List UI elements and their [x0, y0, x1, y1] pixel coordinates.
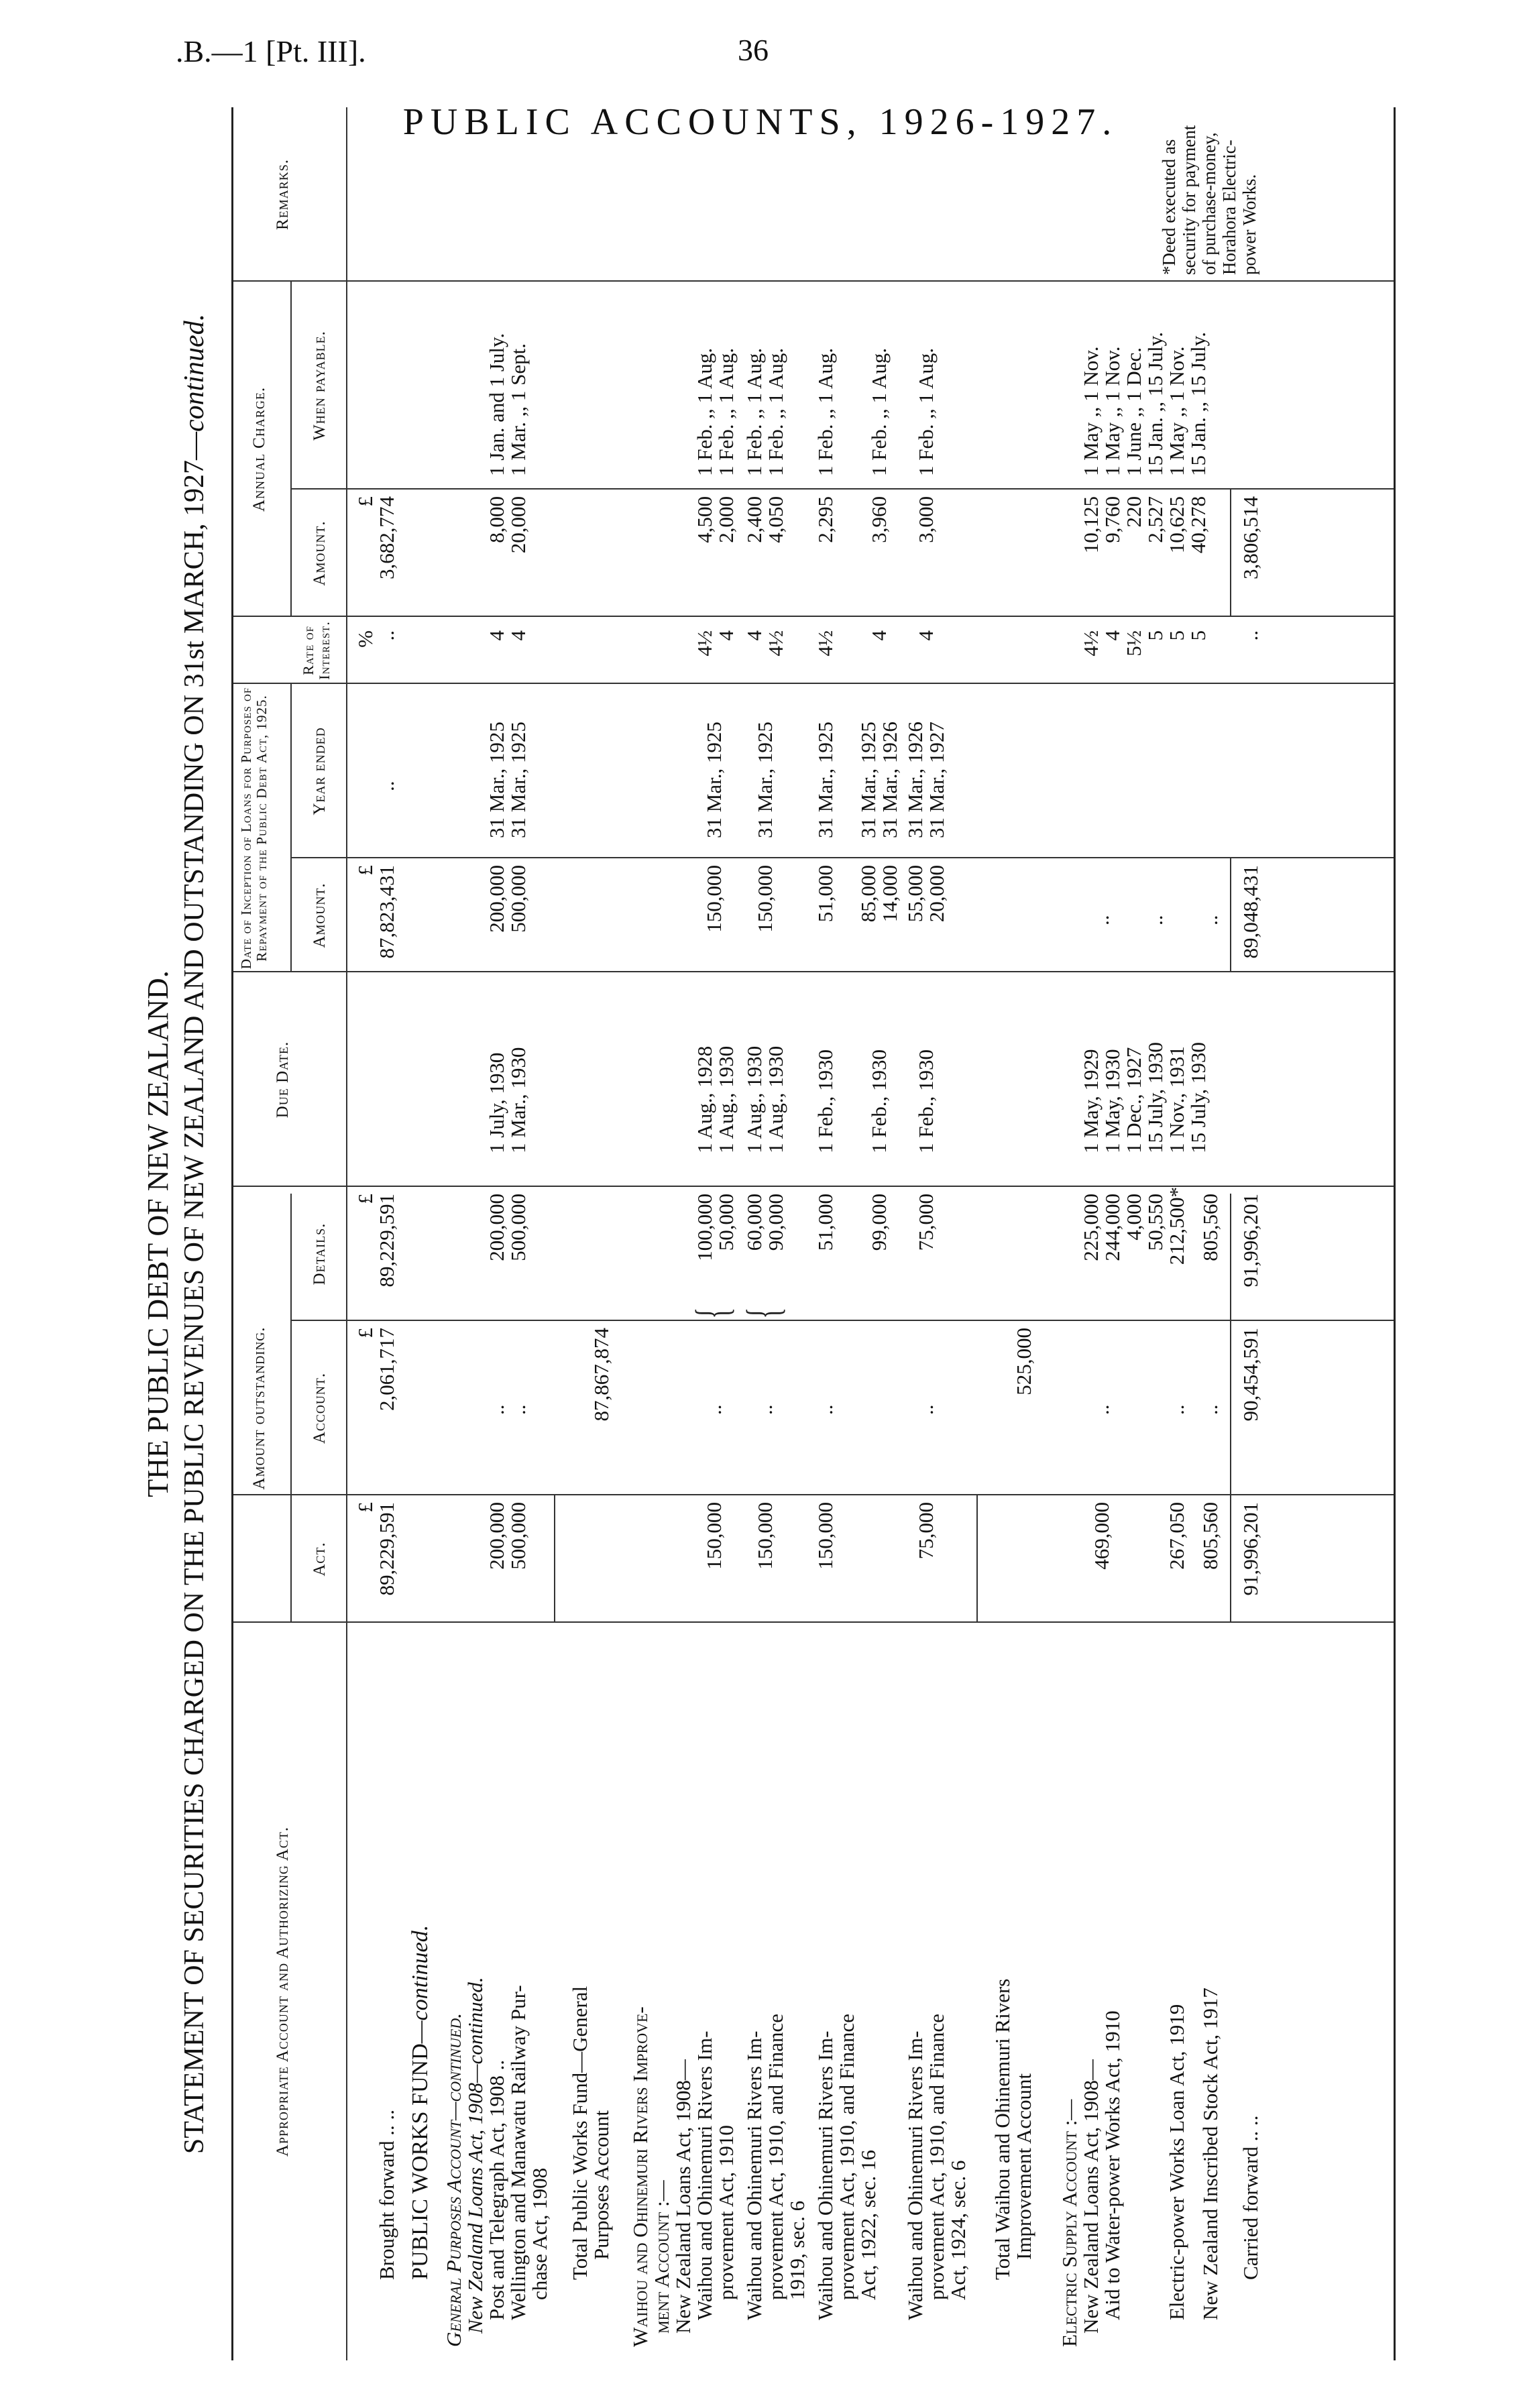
total-waihou-label-2: Improvement Account: [1012, 2073, 1035, 2260]
header-line: [290, 684, 292, 972]
statement-title: [178, 107, 211, 2360]
total-gpa-account: 87,867,874: [589, 1328, 613, 1422]
w1-due-b: 1 Aug., 1930: [714, 1045, 738, 1153]
w1-charge-a: 4,500: [693, 496, 716, 543]
general-purposes-heading: General Purposes Account—continued.: [442, 2013, 465, 2347]
w1-when-b: 1 Feb. ,, 1 Aug.: [714, 347, 738, 476]
post-telegraph-charge: 8,000: [485, 496, 508, 543]
epw-charge-b: 2,527: [1143, 496, 1167, 543]
epw-due-b: 15 July, 1930: [1143, 1042, 1167, 1153]
w2-details-b: 90,000: [764, 1194, 787, 1251]
electric-supply-heading: Electric Supply Account :—: [1058, 2099, 1081, 2347]
epw-rate-a: 5½: [1122, 630, 1145, 656]
w3-rate-b: 4: [867, 630, 891, 641]
col-header-amount-outstanding: Amount outstanding.: [250, 1326, 268, 1490]
wellington-label-2: chase Act, 1908: [528, 2167, 551, 2300]
epw-details-a: 4,000: [1122, 1194, 1145, 1241]
epw-details-c: 212,500*: [1165, 1187, 1188, 1265]
w2-label-2: provement Act, 1910, and Finance: [764, 2013, 787, 2300]
brought-forward-inception: 87,823,431: [375, 865, 398, 959]
waihou-nz-loans-act: New Zealand Loans Act, 1908—: [671, 2059, 695, 2334]
w1-details-b: 50,000: [714, 1194, 738, 1251]
post-telegraph-year: 31 Mar., 1925: [485, 722, 508, 838]
post-telegraph-account: ..: [485, 1404, 508, 1415]
col-divider: [290, 1320, 1394, 1321]
aid-inception: ..: [1090, 915, 1113, 925]
nzis-inception: ..: [1198, 915, 1222, 925]
aid-account: ..: [1090, 1404, 1113, 1415]
w2-when-a: 1 Feb. ,, 1 Aug.: [742, 347, 766, 476]
post-telegraph-details: 200,000: [485, 1194, 508, 1261]
unit-pound: £: [353, 1194, 377, 1204]
aid-details-a: 225,000: [1079, 1194, 1103, 1261]
w1-label-1: Waihou and Ohinemuri Rivers Im-: [693, 2030, 716, 2320]
w2-when-b: 1 Feb. ,, 1 Aug.: [764, 347, 787, 476]
aid-when-b: 1 May ,, 1 Nov.: [1101, 346, 1124, 476]
epw-inception: ..: [1143, 915, 1167, 925]
w3-act: 150,000: [813, 1502, 837, 1570]
epw-due-a: 1 Dec., 1927: [1122, 1047, 1145, 1153]
nzis-rate: 5: [1186, 630, 1210, 641]
w2-due-b: 1 Aug., 1930: [764, 1045, 787, 1153]
w1-label-2: provement Act, 1910: [714, 2125, 738, 2300]
w2-charge-b: 4,050: [764, 496, 787, 543]
wellington-label-1: Wellington and Manawatu Railway Pur-: [506, 1985, 530, 2320]
col-divider: [233, 616, 1394, 617]
brace: {: [687, 1307, 738, 1319]
w1-rate-b: 4: [714, 630, 738, 641]
epw-when-b: 15 Jan. ,, 15 July.: [1143, 332, 1167, 476]
header-line: [290, 282, 292, 617]
nzis-details: 805,560: [1198, 1194, 1222, 1261]
carried-forward-rate: ..: [1239, 630, 1262, 641]
w3-label-1: Waihou and Ohinemuri Rivers Im-: [813, 2030, 837, 2320]
nzis-label: New Zealand Inscribed Stock Act, 1917: [1198, 1988, 1222, 2320]
w1-charge-b: 2,000: [714, 496, 738, 543]
col-divider: [290, 488, 1394, 490]
col-header-annual-charge: Annual Charge.: [250, 386, 268, 512]
w1-details-a: 100,000: [693, 1194, 716, 1261]
w4-details: 75,000: [914, 1194, 938, 1251]
total-line: [1230, 858, 1231, 972]
w1-rate-a: 4½: [693, 630, 716, 656]
w4-label-3: Act, 1924, sec. 6: [946, 2160, 970, 2300]
epw-act: 267,050: [1165, 1502, 1188, 1570]
carried-forward-account: 90,454,591: [1239, 1328, 1262, 1422]
post-telegraph-inception: 200,000: [485, 865, 508, 933]
col-header-due-date: Due Date.: [274, 1041, 292, 1119]
w1-act: 150,000: [702, 1502, 726, 1570]
subtotal-line: [554, 1495, 555, 1623]
w3-inception-a: 51,000: [813, 865, 837, 923]
rotated-table-page: [141, 107, 1469, 2360]
brought-forward-year: ..: [375, 781, 398, 791]
unit-pound: £: [353, 1328, 377, 1338]
pwf-heading-continued: continued.: [408, 1925, 433, 2021]
col-divider: [290, 857, 1394, 858]
unit-pound: £: [353, 496, 377, 507]
w3-rate: 4½: [813, 630, 837, 656]
wellington-act: 500,000: [506, 1502, 530, 1570]
w3-account: ..: [813, 1404, 837, 1415]
w2-rate-b: 4½: [764, 630, 787, 656]
w3-due: 1 Feb., 1930: [813, 1049, 837, 1153]
nzis-due: 15 July, 1930: [1186, 1042, 1210, 1153]
w1-when-a: 1 Feb. ,, 1 Aug.: [693, 347, 716, 476]
aid-details-b: 244,000: [1101, 1194, 1124, 1261]
w2-inception: 150,000: [753, 865, 777, 933]
w4-due: 1 Feb., 1930: [914, 1049, 938, 1153]
brace: {: [738, 1307, 789, 1319]
epw-rate-c: 5: [1165, 630, 1188, 641]
wellington-due: 1 Mar., 1930: [506, 1047, 530, 1153]
nzis-when: 15 Jan. ,, 15 July.: [1186, 332, 1210, 476]
w1-year: 31 Mar., 1925: [702, 722, 726, 838]
subtotal-line: [976, 1495, 978, 1623]
total-gpa-label-2: Purposes Account: [589, 2110, 613, 2260]
carried-forward-charge: 3,806,514: [1239, 496, 1262, 579]
carried-forward-details: 91,996,201: [1239, 1194, 1262, 1287]
w2-label-1: Waihou and Ohinemuri Rivers Im-: [742, 2030, 766, 2320]
unit-percent: %: [353, 630, 377, 648]
w2-act: 150,000: [753, 1502, 777, 1570]
nzis-account: ..: [1198, 1404, 1222, 1415]
col-header-inception: Date of Inception of Loans for Purposes of Repayment of the Public Debt Act, 1925.: [238, 687, 270, 970]
col-header-inception-amount: Amount.: [311, 882, 329, 948]
brought-forward-act: 89,229,591: [375, 1502, 398, 1596]
w3-label-3: Act, 1922, sec. 16: [856, 2150, 880, 2300]
statement-title-continued: continued.: [179, 313, 210, 432]
epw-when-a: 1 June ,, 1 Dec.: [1122, 347, 1145, 476]
aid-label: Aid to Water-power Works Act, 1910: [1101, 2010, 1124, 2320]
w4-year-b: 31 Mar., 1927: [925, 722, 948, 838]
w3-label-2: provement Act, 1910, and Finance: [835, 2013, 858, 2300]
col-header-act-amount: Act.: [311, 1542, 329, 1576]
brought-forward-label: Brought forward .. ..: [375, 2110, 398, 2280]
aid-rate-b: 4: [1101, 630, 1124, 641]
nz-loans-act-1908: New Zealand Loans Act, 1908—continued.: [463, 1977, 487, 2334]
col-header-rate: Rate of Interest.: [300, 621, 333, 680]
wellington-charge: 20,000: [506, 496, 530, 554]
col-divider: [233, 280, 1394, 282]
unit-pound: £: [353, 1502, 377, 1513]
w2-details-a: 60,000: [742, 1194, 766, 1251]
wellington-inception: 500,000: [506, 865, 530, 933]
col-divider: [233, 1494, 1394, 1495]
aid-when-a: 1 May ,, 1 Nov.: [1079, 346, 1103, 476]
wellington-rate: 4: [506, 630, 530, 641]
col-divider: [233, 683, 1394, 684]
aid-rate-a: 4½: [1079, 630, 1103, 656]
post-telegraph-act: 200,000: [485, 1502, 508, 1570]
esa-nz-loans-act: New Zealand Loans Act, 1908—: [1079, 2059, 1103, 2334]
epw-details-b: 50,550: [1143, 1194, 1167, 1251]
w3-year-a: 31 Mar., 1925: [813, 722, 837, 838]
total-line: [1230, 490, 1231, 617]
w2-year: 31 Mar., 1925: [753, 722, 777, 838]
total-line: [1230, 1194, 1231, 1623]
w4-inception-b: 20,000: [925, 865, 948, 923]
main-title: THE PUBLIC DEBT OF NEW ZEALAND.: [142, 970, 174, 1497]
w2-charge-a: 2,400: [742, 496, 766, 543]
w3-charge: 2,295: [813, 496, 837, 543]
debt-table: [231, 107, 1396, 2360]
col-header-charge-amount: Amount.: [311, 520, 329, 586]
carried-forward-act: 91,996,201: [1239, 1502, 1262, 1596]
aid-due-b: 1 May, 1930: [1101, 1049, 1124, 1153]
w3-year-b: 31 Mar., 1925: [856, 722, 880, 838]
brought-forward-charge: 3,682,774: [375, 496, 398, 579]
aid-act: 469,000: [1090, 1502, 1113, 1570]
col-divider: [233, 971, 1394, 972]
w3-details: 51,000: [813, 1194, 837, 1251]
w3-charge-b: 3,960: [867, 496, 891, 543]
nzis-charge: 40,278: [1186, 496, 1210, 554]
wellington-details: 500,000: [506, 1194, 530, 1261]
running-title: PUBLIC ACCOUNTS, 1926-1927.: [402, 101, 1119, 143]
waihou-heading-1: Waihou and Ohinemuri Rivers Improve-: [628, 2006, 652, 2347]
w4-inception-a: 55,000: [903, 865, 927, 923]
col-header-year-ended: Year ended: [311, 727, 329, 815]
unit-pound: £: [353, 865, 377, 876]
total-gpa-label-1: Total Public Works Fund—General: [568, 1986, 592, 2280]
header-line: [346, 107, 347, 2360]
public-works-fund-heading: [409, 1925, 432, 2280]
w4-label-1: Waihou and Ohinemuri Rivers Im-: [903, 2030, 927, 2320]
epw-when-c: 1 May ,, 1 Nov.: [1165, 346, 1188, 476]
total-waihou-label-1: Total Waihou and Ohinemuri Rivers: [991, 1978, 1014, 2280]
wellington-when: 1 Mar. ,, 1 Sept.: [506, 343, 530, 476]
w4-charge: 3,000: [914, 496, 938, 543]
w2-account: ..: [753, 1404, 777, 1415]
post-telegraph-due: 1 July, 1930: [485, 1052, 508, 1153]
post-telegraph-rate: 4: [485, 630, 508, 641]
aid-due-a: 1 May, 1929: [1079, 1049, 1103, 1153]
w2-due-a: 1 Aug., 1930: [742, 1045, 766, 1153]
w3-when: 1 Feb. ,, 1 Aug.: [813, 347, 837, 476]
col-divider: [233, 1186, 1394, 1187]
w4-rate: 4: [914, 630, 938, 641]
brought-forward-rate: ..: [375, 630, 398, 641]
wellington-account: ..: [506, 1404, 530, 1415]
post-telegraph-when: 1 Jan. and 1 July.: [485, 333, 508, 476]
col-header-remarks: Remarks.: [274, 159, 292, 230]
w1-due-a: 1 Aug., 1928: [693, 1045, 716, 1153]
epw-due-c: 1 Nov., 1931: [1165, 1046, 1188, 1153]
col-header-when-payable: When payable.: [311, 331, 329, 441]
col-header-details: Details.: [311, 1222, 329, 1285]
epw-charge-c: 10,625: [1165, 496, 1188, 554]
w3-when-b: 1 Feb. ,, 1 Aug.: [867, 347, 891, 476]
epw-account: ..: [1165, 1404, 1188, 1415]
col-header-act: Appropriate Account and Authorizing Act.: [274, 1826, 292, 2157]
epw-rate-b: 5: [1143, 630, 1167, 641]
brought-forward-account: 2,061,717: [375, 1328, 398, 1411]
epw-label: Electric-power Works Loan Act, 1919: [1165, 2004, 1188, 2320]
w4-account: ..: [914, 1404, 938, 1415]
page-number: 36: [738, 33, 769, 67]
w4-label-2: provement Act, 1910, and Finance: [925, 2013, 948, 2300]
epw-charge-a: 220: [1122, 496, 1145, 528]
post-telegraph-label: Post and Telegraph Act, 1908 ..: [485, 2059, 508, 2320]
total-waihou-account: 525,000: [1012, 1328, 1035, 1395]
w1-account: ..: [702, 1404, 726, 1415]
aid-charge-a: 10,125: [1079, 496, 1103, 554]
brought-forward-details: 89,229,591: [375, 1194, 398, 1287]
w3-inception-c: 14,000: [878, 865, 901, 923]
page-reference: .B.—1 [Pt. III].: [176, 34, 366, 68]
carried-forward-label: Carried forward .. ..: [1239, 2115, 1262, 2280]
wellington-year: 31 Mar., 1925: [506, 722, 530, 838]
w4-when: 1 Feb. ,, 1 Aug.: [914, 347, 938, 476]
w4-year-a: 31 Mar., 1926: [903, 722, 927, 838]
header-line: [290, 1194, 292, 1623]
w4-act: 75,000: [914, 1502, 938, 1560]
w3-due-b: 1 Feb., 1930: [867, 1049, 891, 1153]
w2-rate-a: 4: [742, 630, 766, 641]
w1-inception: 150,000: [702, 865, 726, 933]
nzis-act: 805,560: [1198, 1502, 1222, 1570]
pwf-heading-text: PUBLIC WORKS FUND—: [408, 2020, 433, 2280]
statement-title-text: STATEMENT OF SECURITIES CHARGED ON THE PUBLIC REVENUES OF NEW ZEALAND AND OUTSTANDING ON 31st MARCH, 1927—: [179, 431, 210, 2155]
w3-details-b: 99,000: [867, 1194, 891, 1251]
waihou-heading-2: ment Account :—: [650, 2180, 673, 2334]
col-header-account: Account.: [311, 1372, 329, 1444]
aid-charge-b: 9,760: [1101, 496, 1124, 543]
remarks-note: *Deed executed as security for payment of purchase-money, Horahora Electric-power Works.: [1159, 125, 1259, 275]
carried-forward-inception: 89,048,431: [1239, 865, 1262, 959]
w2-label-3: 1919, sec. 6: [785, 2200, 809, 2300]
w3-year-c: 31 Mar., 1926: [878, 722, 901, 838]
w3-inception-b: 85,000: [856, 865, 880, 923]
